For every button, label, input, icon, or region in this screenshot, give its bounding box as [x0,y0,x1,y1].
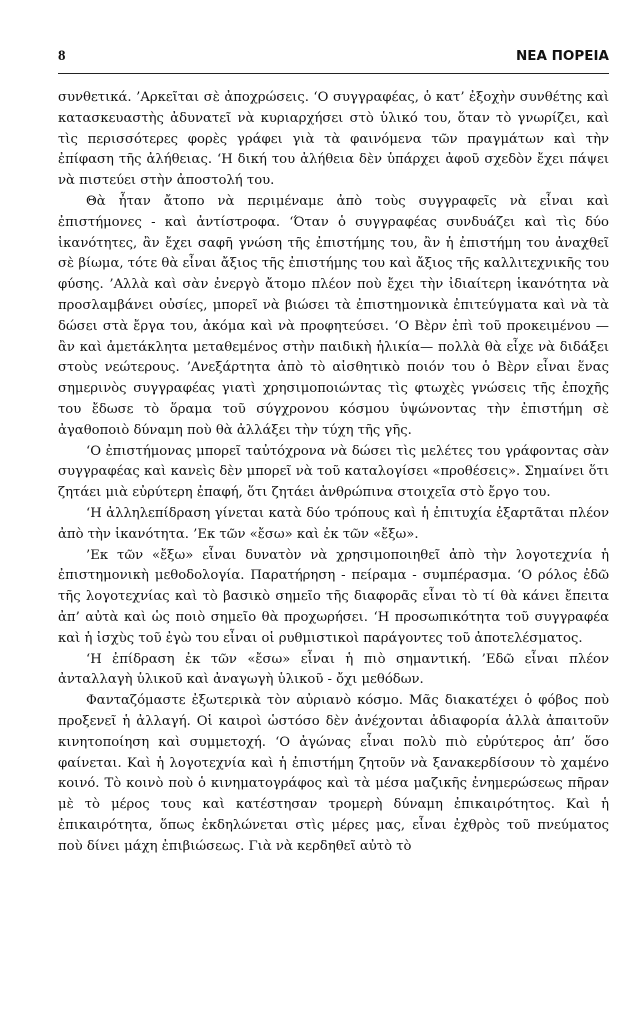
paragraph: Φανταζόμαστε ἐξωτερικὰ τὸν αὐριανὸ κόσμο. Μᾶς διακατέχει ὁ φόβος ποὺ προξενεῖ ἡ ἀλλαγή. Οἱ καιροὶ ὡστόσο δὲν ἀνέχονται ἀδιαφορία ἀλλὰ ἀπαιτοῦν κινητοποίηση καὶ συμμετοχή. ‘Ο ἀγώνας εἶναι πολὺ πιὸ εὐρύτερος ἀπ’ ὅσο φαίνεται. Καὶ ἡ λογοτεχνία καὶ ἡ ἐπιστήμη ζητοῦν νὰ ξανακερδίσουν τὸ χαμένο κοινό. Τὸ κοινὸ ποὺ ὁ κινηματογράφος καὶ τὰ μέσα μαζικῆς ἐνημερώσεως πῆραν μὲ τὸ μέρος τους καὶ κατέστησαν τρομερὴ δύναμη ἐπικαιρότητος. Καὶ ἡ ἐπικαιρότητα, ὅπως ἐκδηλώνεται στὶς μέρες μας, εἶναι ἐχθρὸς τοῦ πνεύματος ποὺ δίνει μάχη ἐπιβιώσεως. Γιὰ νὰ κερδηθεῖ αὐτὸ τὸ [58,693,609,854]
paragraph: ’Εκ τῶν «ἔξω» εἶναι δυνατὸν νὰ χρησιμοποιηθεῖ ἀπὸ τὴν λογοτεχνία ἡ ἐπιστημονικὴ μεθοδολογία. Παρατήρηση - πείραμα - συμπέρασμα. ‘Ο ρόλος ἐδῶ τῆς λογοτεχνίας καὶ τὸ βασικὸ σημεῖο τῆς διαφορᾶς εἶναι τὸ τί θὰ κάνει ἔπειτα ἀπ’ αὐτὰ καὶ ὡς ποιὸ σημεῖο θὰ προχωρήσει. ‘Η προσωπικότητα τοῦ συγγραφέα καὶ ἡ ἰσχὺς τοῦ ἐγὼ του εἶναι οἱ ρυθμιστικοὶ παράγοντες τοῦ ἀποτελέσματος. [58,547,609,646]
paragraph: Θὰ ἦταν ἄτοπο νὰ περιμέναμε ἀπὸ τοὺς συγγραφεῖς νὰ εἶναι καὶ ἐπιστήμονες - καὶ ἀντίστροφα. ‘Όταν ὁ συγγραφέας συνδυάζει καὶ τὶς δύο ἱκανότητες, ἂν ἔχει σαφῆ γνώση τῆς ἐπιστήμης του, ἂν ἡ ἐπιστήμη του ἀναχθεῖ σὲ βίωμα, τότε θὰ εἶναι ἄξιος τῆς ἐπιστήμης του καὶ ἄξιος τῆς καλλιτεχνικῆς του φύσης. ’Αλλὰ καὶ σὰν ἐνεργὸ ἄτομο πλέον ποὺ ἔχει τὴν ἰδιαίτερη ἱκανότητα νὰ προσλαμβάνει οὐσίες, μπορεῖ νὰ βιώσει τὰ ἐπιστημονικὰ ἐπιτεύγματα καὶ νὰ τὰ δώσει στὰ ἔργα του, ἀκόμα καὶ νὰ προφητεύσει. ‘Ο Βὲρν ἐπὶ τοῦ προκειμένου —ἂν καὶ ἀμετάκλητα μεταθεμένος στὴν παιδικὴ ἡλικία— πολλὰ θὰ εἶχε νὰ διδάξει στοὺς νεώτερους. ’Ανεξάρτητα ἀπὸ τὸ αἰσθητικὸ ποιόν του ὁ Βὲρν εἶναι ἕνας σημερινὸς συγγραφέας γιατὶ χρησιμοποιώντας τὶς φτωχὲς γνώσεις τῆς ἐποχῆς του ἔδωσε τὸ ὅραμα τοῦ σύγχρονου κόσμου ὑψώνοντας τὴν ἐπιστήμη σὲ ἀγαθοποιὸ δύναμη ποὺ θὰ ἀλλάξει τὴν τύχη τῆς γῆς. [58,193,609,438]
body-text [58,88,609,857]
header-rule [58,73,609,74]
paragraph: ‘Ο ἐπιστήμονας μπορεῖ ταὐτόχρονα νὰ δώσει τὶς μελέτες του γράφοντας σὰν συγγραφέας καὶ κανεὶς δὲν μπορεῖ νὰ τοῦ καταλογίσει «προθέσεις». Σημαίνει ὅτι ζητάει μιὰ εὐρύτερη ἐπαφή, ὅτι ζητάει ἀνθρώπινα στοιχεῖα στὸ ἔργο του. [58,443,609,501]
paragraph: ‘Η ἐπίδραση ἐκ τῶν «ἔσω» εἶναι ἡ πιὸ σημαντική. ’Εδῶ εἶναι πλέον ἀνταλλαγὴ ὑλικοῦ καὶ ἀναγωγὴ ὑλικοῦ - ὄχι μεθόδων. [58,651,609,688]
paragraph-continuation: συνθετικά. ’Αρκεῖται σὲ ἀποχρώσεις. ‘Ο συγγραφέας, ὁ κατ’ ἐξοχὴν συνθέτης καὶ κατασκευαστὴς ἀδυνατεῖ νὰ κυριαρχήσει στὸ ὑλικό του, ὅταν τὸ γνωρίζει, καὶ τὶς περισσότερες φορὲς γράφει γιὰ τὰ φαινόμενα τῶν πραγμάτων καὶ τὴν ἐπίφαση τῆς ἀλήθειας. ‘Η δική του ἀλήθεια δὲν ὑπάρχει ἀφοῦ σχεδὸν ἔχει πάψει νὰ πιστεύει στὴν ἀποστολή του. [58,90,609,189]
page-header [58,48,609,70]
running-title: ΝΕΑ ΠΟΡΕΙΑ [515,48,609,64]
paragraph: ‘Η ἀλληλεπίδραση γίνεται κατὰ δύο τρόπους καὶ ἡ ἐπιτυχία ἐξαρτᾶται πλέον ἀπὸ τὴν ἱκανότητα. ’Εκ τῶν «ἔσω» καὶ ἐκ τῶν «ἔξω». [58,505,609,542]
page-number: 8 [58,48,66,64]
